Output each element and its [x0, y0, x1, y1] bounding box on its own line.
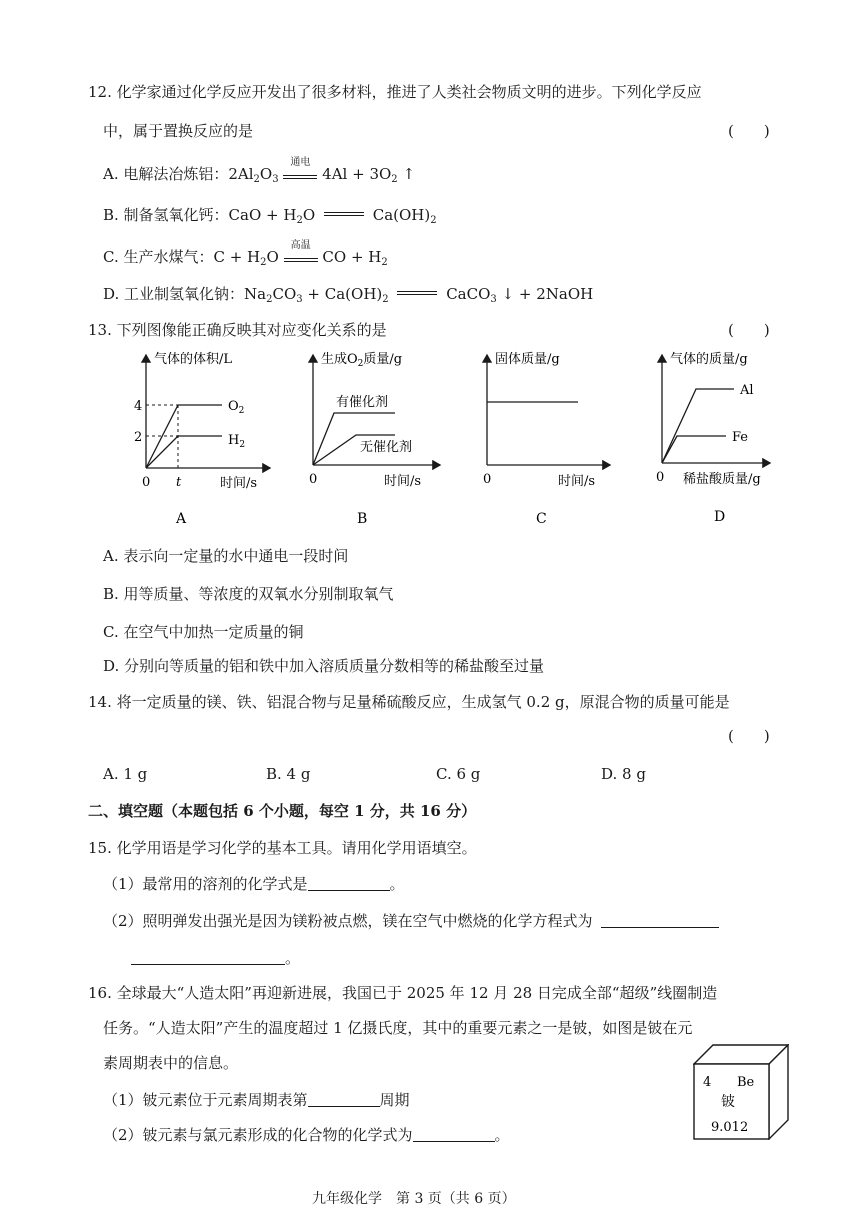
sub: 2 — [296, 215, 303, 226]
q12-b-left: B. 制备氢氧化钙：CaO + H — [103, 206, 297, 224]
graph-b-xtick-0: 0 — [309, 472, 318, 487]
q12-answer-bracket[interactable]: ( ) — [728, 122, 770, 140]
q16-part1-end: 周期 — [379, 1091, 410, 1109]
q12-option-a — [103, 157, 416, 190]
q16-stem-line2: 任务。“人造太阳”产生的温度超过 1 亿摄氏度，其中的重要元素之一是铍，如图是铍在元 — [103, 1019, 693, 1037]
beryllium-element-card — [693, 1044, 789, 1140]
element-symbol: Be — [737, 1075, 755, 1090]
q12-stem-line1: 12. 化学家通过化学反应开发出了很多材料，推进了人类社会物质文明的进步。下列化学反应 — [88, 83, 702, 101]
q12-stem-line2: 中，属于置换反应的是 — [103, 122, 254, 140]
graph-d-xtick-0: 0 — [656, 470, 665, 485]
q14-option-c: C. 6 g — [436, 765, 481, 783]
graph-b-xlabel: 时间/s — [384, 474, 422, 489]
q13-graphs — [0, 345, 868, 545]
graph-a — [134, 351, 270, 527]
section-2-title: 二、填空题（本题包括 6 个小题，每空 1 分，共 16 分） — [88, 802, 477, 820]
condition-text: 通电 — [290, 157, 311, 168]
sub: 2 — [253, 174, 260, 185]
q15-blank-2a[interactable] — [601, 913, 719, 928]
graph-c-panel-label: C — [536, 511, 547, 527]
q12-a-right: 4Al + 3O — [322, 165, 392, 183]
sub: 2 — [381, 257, 388, 268]
equal-sign — [324, 212, 364, 216]
q15-stem: 15. 化学用语是学习化学的基本工具。请用化学用语填空。 — [88, 839, 477, 857]
page-footer: 九年级化学 第 3 页（共 6 页） — [312, 1191, 516, 1207]
q14-option-a: A. 1 g — [103, 765, 148, 783]
graph-a-ylabel: 气体的体积/L — [154, 352, 233, 367]
q13-stem: 13. 下列图像能正确反映其对应变化关系的是 — [88, 321, 387, 339]
q15-part2-text: （2）照明弹发出强光是因为镁粉被点燃，镁在空气中燃烧的化学方程式为 — [103, 912, 593, 930]
sub: 2 — [391, 174, 398, 185]
q12-option-b — [103, 205, 437, 231]
q16-part2 — [103, 1125, 510, 1145]
q16-blank-2[interactable] — [413, 1127, 495, 1142]
q16-stem-line3: 素周期表中的信息。 — [103, 1054, 239, 1072]
q13-option-c: C. 在空气中加热一定质量的铜 — [103, 623, 304, 641]
q12-a-left: A. 电解法冶炼铝：2Al — [103, 165, 254, 183]
element-name: 铍 — [721, 1094, 735, 1110]
sub: 3 — [490, 294, 497, 305]
gas-arrow: ↑ — [397, 165, 416, 183]
q14-option-b: B. 4 g — [266, 765, 311, 783]
element-atomic-number: 4 — [703, 1075, 712, 1090]
q16-part1-text: （1）铍元素位于元素周期表第 — [103, 1091, 308, 1109]
q12-d-tail: ↓ + 2NaOH — [496, 285, 594, 303]
q15-blank-2b[interactable] — [131, 950, 285, 965]
graph-d-xlabel: 稀盐酸质量/g — [683, 472, 761, 487]
q14-option-d: D. 8 g — [601, 765, 646, 783]
q12-c-right: CO + H — [322, 248, 382, 266]
sub: 2 — [260, 257, 267, 268]
punct: 。 — [494, 1126, 510, 1144]
q15-part1-text: （1）最常用的溶剂的化学式是 — [103, 875, 308, 893]
graph-d-panel-label: D — [714, 509, 726, 525]
q12-b-mid: O — [302, 206, 316, 224]
reaction-condition — [283, 157, 317, 179]
equal-sign — [283, 175, 317, 179]
q14-answer-bracket[interactable]: ( ) — [728, 727, 770, 745]
element-atomic-mass: 9.012 — [711, 1120, 749, 1135]
graph-a-label-h2: $H_2$ — [228, 433, 246, 450]
graph-d-label-al: Al — [740, 383, 754, 398]
q15-part2 — [103, 911, 719, 931]
graph-d-series-fe — [662, 436, 726, 463]
q15-blank-1[interactable] — [308, 876, 390, 891]
q16-stem-line1: 16. 全球最大“人造太阳”再迎新进展，我国已于 2025 年 12 月 28 日完成全部“超级”线圈制造 — [88, 984, 718, 1002]
q15-part2-cont — [131, 948, 300, 968]
q12-d-left: D. 工业制氢氧化钠：Na — [103, 285, 267, 303]
graph-d — [656, 351, 770, 525]
q12-b-right: Ca(OH) — [372, 206, 431, 224]
q12-d-mid2: + Ca(OH) — [302, 285, 383, 303]
q15-part1 — [103, 874, 405, 894]
q12-a-mid: O — [259, 165, 273, 183]
condition-text: 高温 — [290, 240, 311, 251]
sub: 2 — [382, 294, 389, 305]
q13-option-b: B. 用等质量、等浓度的双氧水分别制取氧气 — [103, 585, 394, 603]
q13-answer-bracket[interactable]: ( ) — [728, 321, 770, 339]
graph-a-series-h2 — [146, 436, 222, 468]
graph-b-label-catalyst: 有催化剂 — [336, 395, 389, 410]
graph-a-label-o2: $O_2$ — [228, 399, 245, 416]
graph-b-panel-label: B — [357, 511, 368, 527]
q12-option-c — [103, 240, 388, 273]
q16-blank-1[interactable] — [308, 1092, 380, 1107]
graph-a-ytick-2: 2 — [134, 430, 143, 445]
q16-part2-text: （2）铍元素与氯元素形成的化合物的化学式为 — [103, 1126, 413, 1144]
graph-d-series-al — [662, 389, 734, 463]
graph-a-ytick-4: 4 — [134, 399, 143, 414]
sub: 3 — [272, 174, 279, 185]
q12-d-right: CaCO — [446, 285, 491, 303]
q16-part1 — [103, 1090, 410, 1110]
q12-option-d — [103, 284, 593, 310]
graph-b-ylabel: 生成$O_2$质量/g — [321, 352, 403, 369]
equal-sign — [397, 291, 437, 295]
graph-c-xlabel: 时间/s — [558, 474, 596, 489]
graph-a-xtick-t: t — [176, 475, 182, 490]
graph-c-ylabel: 固体质量/g — [495, 352, 560, 367]
punct: 。 — [389, 875, 405, 893]
graph-c-xtick-0: 0 — [483, 472, 492, 487]
q14-stem: 14. 将一定质量的镁、铁、铝混合物与足量稀硫酸反应，生成氢气 0.2 g，原混合物的质量可能是 — [88, 693, 730, 711]
reaction-condition — [284, 240, 318, 262]
punct: 。 — [285, 949, 301, 967]
graph-b — [309, 351, 440, 527]
graph-d-ylabel: 气体的质量/g — [670, 352, 748, 367]
sub: 3 — [296, 294, 303, 305]
q12-c-left: C. 生产水煤气：C + H — [103, 248, 261, 266]
graph-a-xtick-0: 0 — [142, 475, 151, 490]
graph-b-label-no-catalyst: 无催化剂 — [360, 440, 413, 455]
q12-c-mid: O — [266, 248, 279, 266]
sub: 2 — [266, 294, 273, 305]
equal-sign — [284, 258, 318, 262]
graph-d-label-fe: Fe — [732, 430, 749, 445]
sub: 2 — [430, 215, 437, 226]
q12-d-mid1: CO — [272, 285, 297, 303]
graph-a-xlabel: 时间/s — [220, 476, 258, 491]
graph-c — [483, 351, 610, 527]
q13-option-a: A. 表示向一定量的水中通电一段时间 — [103, 547, 349, 565]
q13-option-d: D. 分别向等质量的铝和铁中加入溶质质量分数相等的稀盐酸至过量 — [103, 657, 545, 675]
graph-a-panel-label: A — [176, 511, 187, 527]
